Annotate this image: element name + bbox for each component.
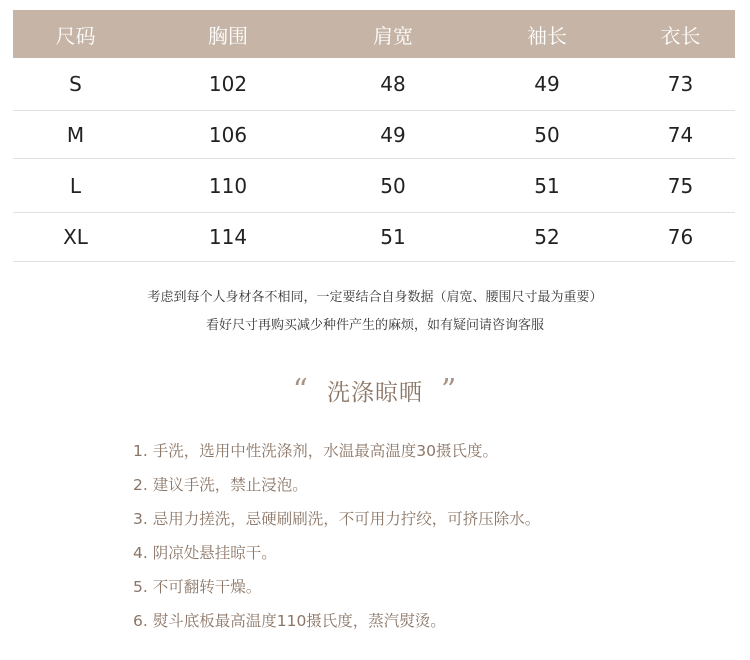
wash-instructions-list (133, 437, 733, 641)
chest-cell: 102 (208, 72, 248, 96)
header-shoulder: 肩宽 (373, 23, 413, 48)
list-item: 6. 熨斗底板最高温度110摄氏度，蒸汽熨烫。 (133, 612, 446, 630)
length-cell: 76 (667, 225, 694, 249)
size-note-line: 考虑到每个人身材各不相同，一定要结合自身数据（肩宽、腰围尺寸最为重要） (147, 290, 603, 305)
sleeve-cell: 52 (534, 225, 560, 249)
list-item: 4. 阴凉处悬挂晾干。 (133, 544, 277, 562)
size-cell: L (69, 173, 82, 198)
close-quote-mark: ” (441, 372, 458, 408)
size-note-line: 看好尺寸再购买减少种件产生的麻烦，如有疑问请咨询客服 (205, 318, 544, 333)
size-cell: M (66, 122, 85, 147)
chest-cell: 114 (208, 225, 248, 249)
list-item: 5. 不可翻转干燥。 (133, 578, 262, 596)
table-row (13, 111, 735, 159)
header-chest: 胸围 (208, 23, 248, 48)
shoulder-cell: 48 (380, 72, 406, 96)
chest-cell: 110 (208, 173, 248, 198)
header-length: 衣长 (660, 23, 701, 48)
table-row (13, 159, 735, 213)
size-notes (0, 284, 750, 340)
shoulder-cell: 51 (380, 225, 406, 249)
wash-section-title (0, 374, 750, 407)
table-row (13, 58, 735, 111)
length-cell: 73 (667, 72, 694, 96)
table-row (13, 213, 735, 262)
length-cell: 75 (667, 173, 694, 198)
open-quote-mark: “ (292, 372, 309, 408)
wash-title-text: 洗涤晾晒 (327, 380, 423, 406)
sleeve-cell: 51 (534, 173, 560, 198)
header-size: 尺码 (55, 23, 96, 48)
shoulder-cell: 49 (380, 122, 406, 147)
sleeve-cell: 50 (534, 122, 560, 147)
table-header-row (13, 10, 735, 58)
chest-cell: 106 (208, 122, 248, 147)
size-cell: XL (63, 225, 88, 249)
list-item: 2. 建议手洗，禁止浸泡。 (133, 476, 308, 494)
header-sleeve: 袖长 (527, 23, 567, 48)
list-item: 1. 手洗，选用中性洗涤剂，水温最高温度30摄氏度。 (133, 442, 498, 460)
shoulder-cell: 50 (380, 173, 406, 198)
length-cell: 74 (667, 122, 694, 147)
size-chart-table (13, 10, 735, 262)
size-cell: S (69, 72, 82, 96)
sleeve-cell: 49 (534, 72, 560, 96)
list-item: 3. 忌用力搓洗，忌硬刷刷洗，不可用力拧绞，可挤压除水。 (133, 510, 541, 528)
